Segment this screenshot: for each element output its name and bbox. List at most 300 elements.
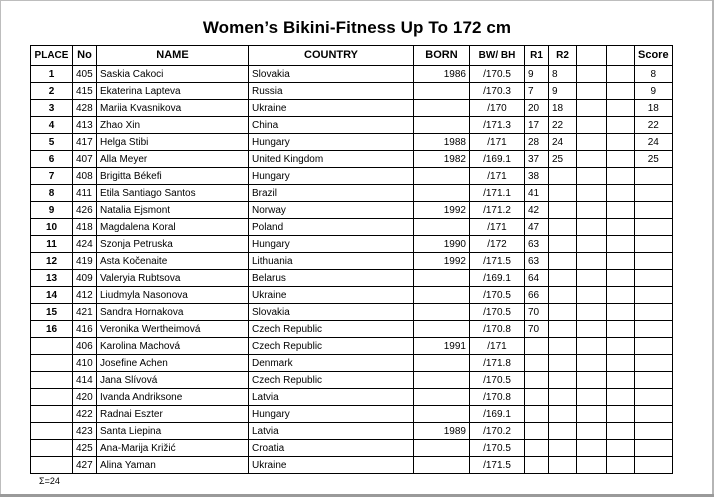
cell-r1: 42 bbox=[525, 202, 549, 219]
cell-place: 6 bbox=[31, 151, 73, 168]
cell-r1: 63 bbox=[525, 236, 549, 253]
cell-name: Veronika Wertheimová bbox=[97, 321, 249, 338]
cell-country: Hungary bbox=[249, 406, 414, 423]
cell-name: Ekaterina Lapteva bbox=[97, 83, 249, 100]
cell-r1 bbox=[525, 389, 549, 406]
cell-born bbox=[414, 304, 470, 321]
cell-place bbox=[31, 355, 73, 372]
cell-r2 bbox=[549, 202, 577, 219]
cell-bw: /171.2 bbox=[470, 202, 525, 219]
cell-blank bbox=[607, 168, 635, 185]
cell-blank bbox=[577, 253, 607, 270]
cell-country: China bbox=[249, 117, 414, 134]
cell-place: 1 bbox=[31, 66, 73, 83]
table-row bbox=[31, 185, 673, 202]
cell-born bbox=[414, 270, 470, 287]
cell-score bbox=[635, 253, 673, 270]
cell-blank bbox=[607, 406, 635, 423]
cell-blank bbox=[607, 423, 635, 440]
col-header-r2: R2 bbox=[549, 46, 577, 66]
cell-country: Latvia bbox=[249, 423, 414, 440]
cell-country: Hungary bbox=[249, 168, 414, 185]
cell-blank bbox=[577, 202, 607, 219]
cell-bw: /170.5 bbox=[470, 440, 525, 457]
cell-country: Hungary bbox=[249, 134, 414, 151]
cell-name: Ivanda Andriksone bbox=[97, 389, 249, 406]
cell-name: Ana-Marija Križić bbox=[97, 440, 249, 457]
cell-bw: /170.5 bbox=[470, 304, 525, 321]
cell-country: Czech Republic bbox=[249, 372, 414, 389]
cell-score bbox=[635, 185, 673, 202]
cell-r1 bbox=[525, 338, 549, 355]
cell-r1 bbox=[525, 372, 549, 389]
cell-bw: /171.1 bbox=[470, 185, 525, 202]
cell-country: Czech Republic bbox=[249, 321, 414, 338]
cell-r2 bbox=[549, 219, 577, 236]
cell-r2 bbox=[549, 457, 577, 474]
col-header-name: NAME bbox=[97, 46, 249, 66]
cell-country: Russia bbox=[249, 83, 414, 100]
cell-r1: 66 bbox=[525, 287, 549, 304]
cell-born bbox=[414, 389, 470, 406]
cell-r1: 7 bbox=[525, 83, 549, 100]
cell-score: 18 bbox=[635, 100, 673, 117]
cell-bw: /169.1 bbox=[470, 151, 525, 168]
cell-blank bbox=[607, 253, 635, 270]
cell-blank bbox=[607, 338, 635, 355]
cell-r1: 64 bbox=[525, 270, 549, 287]
cell-blank bbox=[607, 457, 635, 474]
cell-place: 15 bbox=[31, 304, 73, 321]
cell-bw: /172 bbox=[470, 236, 525, 253]
col-header-country: COUNTRY bbox=[249, 46, 414, 66]
cell-r2: 24 bbox=[549, 134, 577, 151]
cell-country: Ukraine bbox=[249, 457, 414, 474]
cell-bw: /170.5 bbox=[470, 287, 525, 304]
cell-name: Josefine Achen bbox=[97, 355, 249, 372]
table-row bbox=[31, 117, 673, 134]
cell-blank bbox=[607, 151, 635, 168]
cell-place: 2 bbox=[31, 83, 73, 100]
cell-blank bbox=[577, 304, 607, 321]
cell-r1: 37 bbox=[525, 151, 549, 168]
col-header-blank-2 bbox=[607, 46, 635, 66]
cell-born bbox=[414, 457, 470, 474]
cell-blank bbox=[607, 355, 635, 372]
cell-bw: /171 bbox=[470, 134, 525, 151]
cell-blank bbox=[577, 134, 607, 151]
cell-no: 427 bbox=[73, 457, 97, 474]
cell-country: Slovakia bbox=[249, 66, 414, 83]
cell-place: 11 bbox=[31, 236, 73, 253]
cell-blank bbox=[577, 66, 607, 83]
cell-blank bbox=[607, 185, 635, 202]
cell-name: Etila Santiago Santos bbox=[97, 185, 249, 202]
cell-r1: 20 bbox=[525, 100, 549, 117]
cell-score: 25 bbox=[635, 151, 673, 168]
cell-country: Brazil bbox=[249, 185, 414, 202]
cell-score bbox=[635, 372, 673, 389]
cell-blank bbox=[577, 338, 607, 355]
cell-blank bbox=[577, 219, 607, 236]
cell-bw: /169.1 bbox=[470, 406, 525, 423]
cell-born: 1982 bbox=[414, 151, 470, 168]
cell-r1 bbox=[525, 423, 549, 440]
cell-no: 407 bbox=[73, 151, 97, 168]
table-row bbox=[31, 168, 673, 185]
cell-name: Karolina Machová bbox=[97, 338, 249, 355]
cell-country: Ukraine bbox=[249, 287, 414, 304]
cell-score bbox=[635, 457, 673, 474]
table-row bbox=[31, 66, 673, 83]
cell-score bbox=[635, 338, 673, 355]
cell-no: 423 bbox=[73, 423, 97, 440]
cell-r1: 70 bbox=[525, 304, 549, 321]
cell-place: 13 bbox=[31, 270, 73, 287]
cell-score bbox=[635, 423, 673, 440]
cell-no: 421 bbox=[73, 304, 97, 321]
cell-no: 406 bbox=[73, 338, 97, 355]
cell-bw: /171 bbox=[470, 338, 525, 355]
cell-r1: 41 bbox=[525, 185, 549, 202]
cell-blank bbox=[577, 151, 607, 168]
cell-bw: /171.5 bbox=[470, 457, 525, 474]
cell-country: United Kingdom bbox=[249, 151, 414, 168]
cell-no: 412 bbox=[73, 287, 97, 304]
cell-born bbox=[414, 372, 470, 389]
cell-country: Hungary bbox=[249, 236, 414, 253]
table-row bbox=[31, 389, 673, 406]
cell-blank bbox=[577, 83, 607, 100]
cell-place bbox=[31, 372, 73, 389]
cell-r2 bbox=[549, 440, 577, 457]
cell-no: 418 bbox=[73, 219, 97, 236]
cell-blank bbox=[577, 440, 607, 457]
cell-born: 1989 bbox=[414, 423, 470, 440]
cell-blank bbox=[607, 100, 635, 117]
table-row bbox=[31, 423, 673, 440]
cell-r1: 47 bbox=[525, 219, 549, 236]
table-row bbox=[31, 406, 673, 423]
cell-blank bbox=[607, 202, 635, 219]
cell-name: Brigitta Békefi bbox=[97, 168, 249, 185]
col-header-no: No bbox=[73, 46, 97, 66]
cell-r2 bbox=[549, 423, 577, 440]
table-row bbox=[31, 134, 673, 151]
cell-score bbox=[635, 287, 673, 304]
cell-name: Santa Liepina bbox=[97, 423, 249, 440]
cell-born: 1992 bbox=[414, 253, 470, 270]
cell-r2 bbox=[549, 321, 577, 338]
cell-r2: 18 bbox=[549, 100, 577, 117]
cell-blank bbox=[607, 287, 635, 304]
cell-r2 bbox=[549, 185, 577, 202]
table-row bbox=[31, 457, 673, 474]
cell-blank bbox=[577, 457, 607, 474]
cell-place bbox=[31, 423, 73, 440]
cell-name: Saskia Cakoci bbox=[97, 66, 249, 83]
cell-blank bbox=[607, 270, 635, 287]
cell-born bbox=[414, 168, 470, 185]
cell-place bbox=[31, 389, 73, 406]
cell-bw: /170.2 bbox=[470, 423, 525, 440]
cell-blank bbox=[607, 83, 635, 100]
cell-name: Magdalena Koral bbox=[97, 219, 249, 236]
cell-country: Ukraine bbox=[249, 100, 414, 117]
cell-no: 424 bbox=[73, 236, 97, 253]
cell-blank bbox=[607, 372, 635, 389]
cell-bw: /170.3 bbox=[470, 83, 525, 100]
cell-no: 422 bbox=[73, 406, 97, 423]
cell-place bbox=[31, 338, 73, 355]
cell-name: Sandra Hornakova bbox=[97, 304, 249, 321]
cell-bw: /171 bbox=[470, 168, 525, 185]
cell-r1 bbox=[525, 355, 549, 372]
cell-r1: 63 bbox=[525, 253, 549, 270]
cell-place bbox=[31, 406, 73, 423]
cell-blank bbox=[607, 304, 635, 321]
col-header-born: BORN bbox=[414, 46, 470, 66]
cell-no: 415 bbox=[73, 83, 97, 100]
cell-r2 bbox=[549, 253, 577, 270]
cell-score: 9 bbox=[635, 83, 673, 100]
cell-score: 22 bbox=[635, 117, 673, 134]
cell-name: Liudmyla Nasonova bbox=[97, 287, 249, 304]
cell-bw: /170.8 bbox=[470, 321, 525, 338]
results-table bbox=[30, 45, 673, 474]
cell-r1: 70 bbox=[525, 321, 549, 338]
table-row bbox=[31, 338, 673, 355]
cell-r1: 17 bbox=[525, 117, 549, 134]
cell-r2 bbox=[549, 168, 577, 185]
cell-no: 414 bbox=[73, 372, 97, 389]
cell-place: 7 bbox=[31, 168, 73, 185]
cell-r2 bbox=[549, 355, 577, 372]
cell-country: Norway bbox=[249, 202, 414, 219]
cell-no: 426 bbox=[73, 202, 97, 219]
cell-name: Mariia Kvasnikova bbox=[97, 100, 249, 117]
cell-name: Jana Slívová bbox=[97, 372, 249, 389]
cell-blank bbox=[607, 321, 635, 338]
cell-place: 10 bbox=[31, 219, 73, 236]
cell-blank bbox=[577, 372, 607, 389]
cell-born bbox=[414, 219, 470, 236]
cell-r2 bbox=[549, 236, 577, 253]
header-row bbox=[31, 46, 673, 66]
cell-r1 bbox=[525, 406, 549, 423]
table-row bbox=[31, 83, 673, 100]
cell-born bbox=[414, 83, 470, 100]
cell-r1: 38 bbox=[525, 168, 549, 185]
cell-born: 1992 bbox=[414, 202, 470, 219]
cell-score bbox=[635, 304, 673, 321]
cell-place: 4 bbox=[31, 117, 73, 134]
cell-born: 1991 bbox=[414, 338, 470, 355]
cell-r2 bbox=[549, 338, 577, 355]
cell-place: 8 bbox=[31, 185, 73, 202]
cell-blank bbox=[577, 168, 607, 185]
cell-blank bbox=[577, 287, 607, 304]
cell-r2: 22 bbox=[549, 117, 577, 134]
cell-score bbox=[635, 168, 673, 185]
cell-bw: /170.5 bbox=[470, 372, 525, 389]
cell-name: Szonja Petruska bbox=[97, 236, 249, 253]
cell-no: 410 bbox=[73, 355, 97, 372]
cell-born: 1986 bbox=[414, 66, 470, 83]
cell-r2: 9 bbox=[549, 83, 577, 100]
cell-r2: 25 bbox=[549, 151, 577, 168]
table-row bbox=[31, 253, 673, 270]
cell-bw: /169.1 bbox=[470, 270, 525, 287]
cell-blank bbox=[607, 134, 635, 151]
cell-born bbox=[414, 117, 470, 134]
cell-no: 417 bbox=[73, 134, 97, 151]
col-header-place: PLACE bbox=[31, 46, 73, 66]
cell-place: 12 bbox=[31, 253, 73, 270]
cell-blank bbox=[577, 406, 607, 423]
table-row bbox=[31, 202, 673, 219]
cell-bw: /171.5 bbox=[470, 253, 525, 270]
cell-blank bbox=[607, 236, 635, 253]
cell-name: Alla Meyer bbox=[97, 151, 249, 168]
cell-country: Poland bbox=[249, 219, 414, 236]
table-row bbox=[31, 236, 673, 253]
cell-born bbox=[414, 440, 470, 457]
cell-no: 405 bbox=[73, 66, 97, 83]
cell-score bbox=[635, 406, 673, 423]
cell-score bbox=[635, 236, 673, 253]
cell-no: 420 bbox=[73, 389, 97, 406]
cell-blank bbox=[577, 321, 607, 338]
table-row bbox=[31, 440, 673, 457]
cell-country: Lithuania bbox=[249, 253, 414, 270]
cell-name: Natalia Ejsmont bbox=[97, 202, 249, 219]
cell-score bbox=[635, 440, 673, 457]
cell-no: 413 bbox=[73, 117, 97, 134]
table-row bbox=[31, 100, 673, 117]
total-count: Σ=24 bbox=[39, 476, 60, 486]
cell-no: 425 bbox=[73, 440, 97, 457]
cell-blank bbox=[607, 66, 635, 83]
col-header-score: Score bbox=[635, 46, 673, 66]
table-row bbox=[31, 151, 673, 168]
cell-r2 bbox=[549, 287, 577, 304]
cell-place: 14 bbox=[31, 287, 73, 304]
cell-no: 411 bbox=[73, 185, 97, 202]
cell-place bbox=[31, 457, 73, 474]
cell-blank bbox=[607, 117, 635, 134]
cell-no: 428 bbox=[73, 100, 97, 117]
cell-blank bbox=[577, 100, 607, 117]
cell-blank bbox=[577, 236, 607, 253]
cell-score: 24 bbox=[635, 134, 673, 151]
table-row bbox=[31, 270, 673, 287]
cell-place: 3 bbox=[31, 100, 73, 117]
cell-born bbox=[414, 287, 470, 304]
cell-bw: /170.5 bbox=[470, 66, 525, 83]
cell-blank bbox=[577, 117, 607, 134]
cell-born bbox=[414, 355, 470, 372]
cell-born: 1988 bbox=[414, 134, 470, 151]
cell-place: 9 bbox=[31, 202, 73, 219]
cell-name: Asta Kočenaite bbox=[97, 253, 249, 270]
cell-blank bbox=[577, 185, 607, 202]
cell-name: Alina Yaman bbox=[97, 457, 249, 474]
cell-score bbox=[635, 202, 673, 219]
cell-bw: /170 bbox=[470, 100, 525, 117]
cell-no: 419 bbox=[73, 253, 97, 270]
cell-blank bbox=[577, 423, 607, 440]
cell-blank bbox=[577, 270, 607, 287]
cell-no: 408 bbox=[73, 168, 97, 185]
cell-r2 bbox=[549, 389, 577, 406]
cell-r2 bbox=[549, 270, 577, 287]
cell-blank bbox=[607, 389, 635, 406]
cell-country: Croatia bbox=[249, 440, 414, 457]
cell-name: Radnai Eszter bbox=[97, 406, 249, 423]
cell-blank bbox=[577, 389, 607, 406]
cell-r1: 9 bbox=[525, 66, 549, 83]
cell-bw: /170.8 bbox=[470, 389, 525, 406]
cell-born: 1990 bbox=[414, 236, 470, 253]
cell-bw: /171.3 bbox=[470, 117, 525, 134]
cell-r1 bbox=[525, 440, 549, 457]
table-row bbox=[31, 287, 673, 304]
cell-bw: /171 bbox=[470, 219, 525, 236]
cell-score bbox=[635, 321, 673, 338]
cell-r2 bbox=[549, 304, 577, 321]
cell-place bbox=[31, 440, 73, 457]
col-header-r1: R1 bbox=[525, 46, 549, 66]
col-header-bw-bh: BW/ BH bbox=[470, 46, 525, 66]
cell-score: 8 bbox=[635, 66, 673, 83]
cell-no: 409 bbox=[73, 270, 97, 287]
cell-r1 bbox=[525, 457, 549, 474]
cell-r2 bbox=[549, 372, 577, 389]
cell-score bbox=[635, 270, 673, 287]
cell-country: Latvia bbox=[249, 389, 414, 406]
cell-place: 5 bbox=[31, 134, 73, 151]
table-row bbox=[31, 372, 673, 389]
cell-name: Helga Stibi bbox=[97, 134, 249, 151]
document-title: Women’s Bikini-Fitness Up To 172 cm bbox=[202, 18, 512, 37]
cell-blank bbox=[577, 355, 607, 372]
cell-country: Belarus bbox=[249, 270, 414, 287]
cell-country: Denmark bbox=[249, 355, 414, 372]
cell-blank bbox=[607, 440, 635, 457]
table-row bbox=[31, 321, 673, 338]
cell-country: Czech Republic bbox=[249, 338, 414, 355]
cell-born bbox=[414, 406, 470, 423]
cell-born bbox=[414, 185, 470, 202]
cell-no: 416 bbox=[73, 321, 97, 338]
cell-place: 16 bbox=[31, 321, 73, 338]
cell-score bbox=[635, 219, 673, 236]
table-row bbox=[31, 304, 673, 321]
cell-r1: 28 bbox=[525, 134, 549, 151]
cell-born bbox=[414, 100, 470, 117]
cell-country: Slovakia bbox=[249, 304, 414, 321]
cell-score bbox=[635, 389, 673, 406]
cell-r2: 8 bbox=[549, 66, 577, 83]
table-row bbox=[31, 355, 673, 372]
cell-name: Zhao Xin bbox=[97, 117, 249, 134]
cell-name: Valeryia Rubtsova bbox=[97, 270, 249, 287]
cell-blank bbox=[607, 219, 635, 236]
cell-born bbox=[414, 321, 470, 338]
cell-score bbox=[635, 355, 673, 372]
col-header-blank-1 bbox=[577, 46, 607, 66]
